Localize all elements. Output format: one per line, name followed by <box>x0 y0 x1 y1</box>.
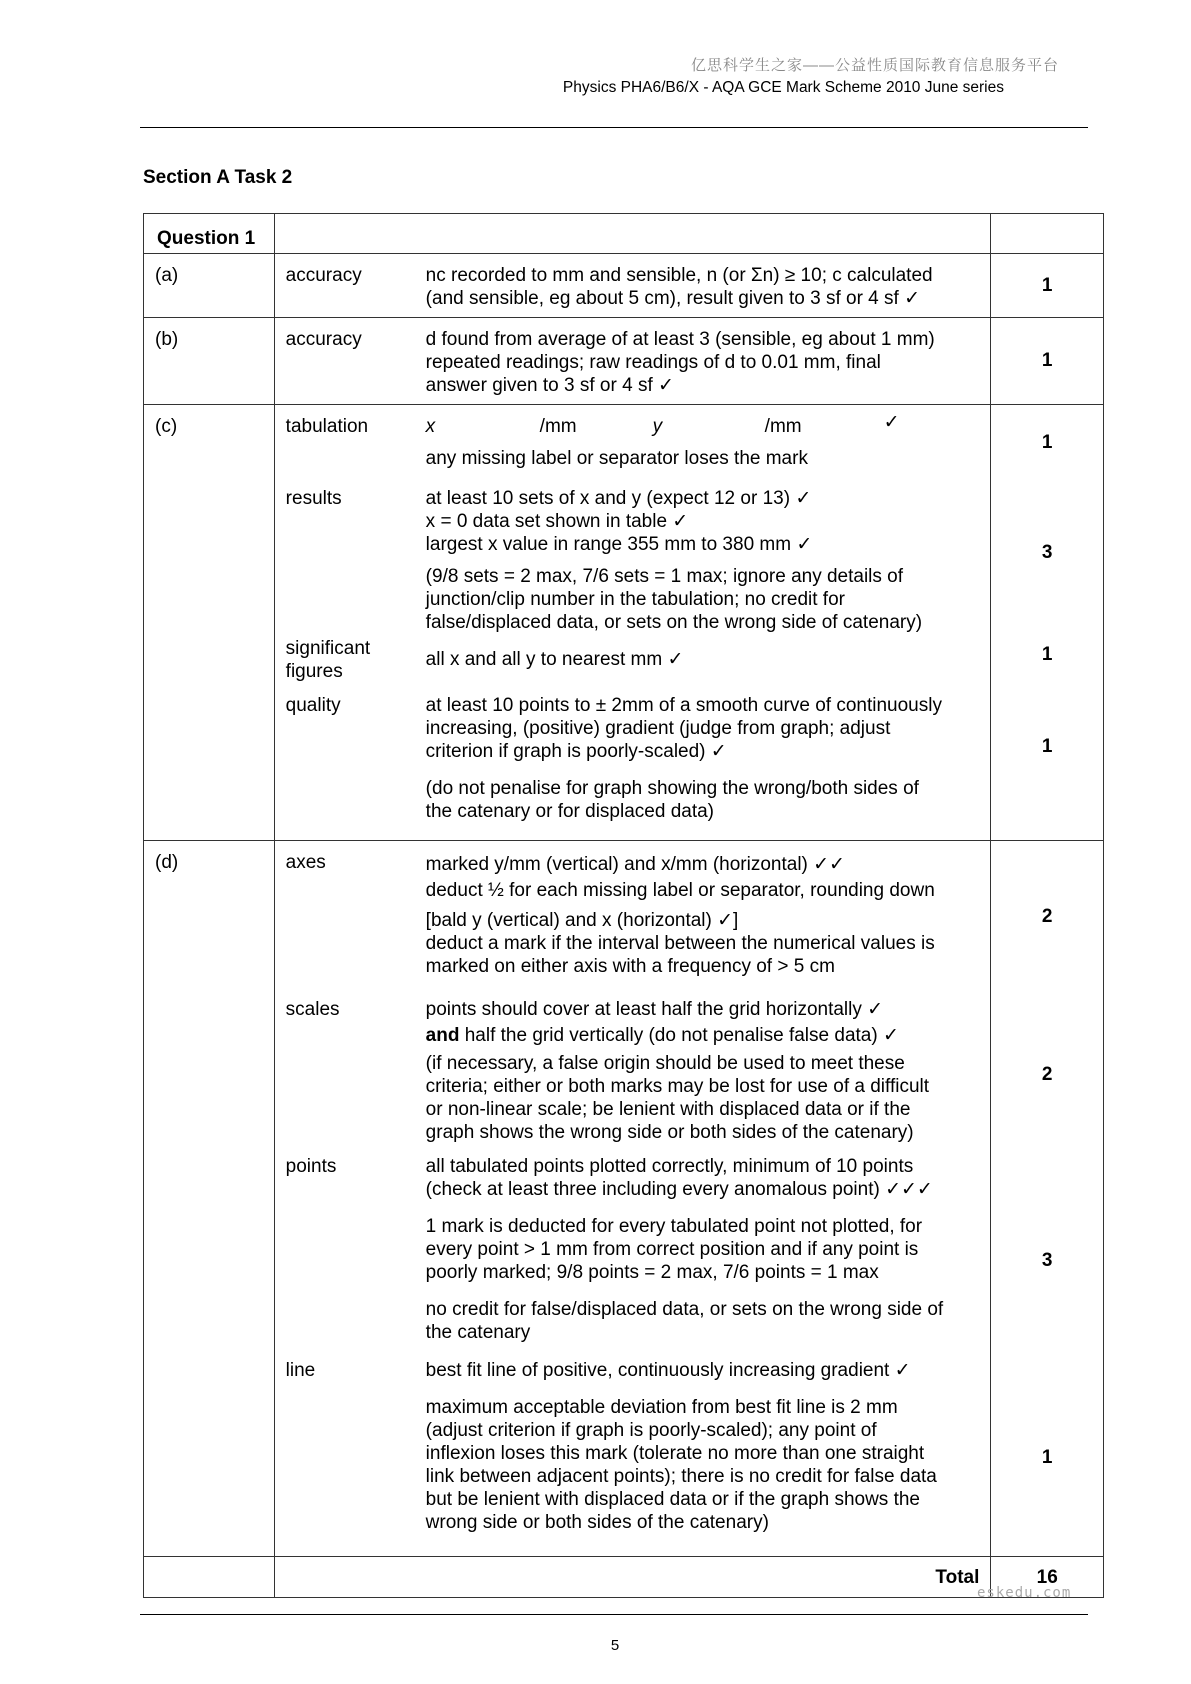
scales-criterion: points should cover at least half the grid horizontally ✓ and half the grid vertically (do not penalise false data) ✓ (if necessary, a false origin should be used to meet these criteria; either or both marks may be lost for use of a difficult or non-linear scale; be lenient with displaced data or if the graph shows the wrong side or both sides of the catenary) <box>425 999 930 1143</box>
results-criterion: at least 10 sets of x and y (expect 12 or 13) ✓ x = 0 data set shown in table ✓ largest x value in range 355 mm to 380 mm ✓ (9/8 sets = 2 max, 7/6 sets = 1 max; ignore any details of junction/clip number in the tabulation; no credit for false/displaced data, or sets on the wrong side of catenary) <box>425 488 923 633</box>
part-letter-d: (d) <box>144 841 275 1557</box>
table-header-row <box>144 214 1104 254</box>
section-title: Section A Task 2 <box>143 167 293 188</box>
mark-value: 1 <box>1041 644 1053 665</box>
criterion-label: accuracy <box>285 265 362 286</box>
total-value: 16 <box>991 1557 1104 1598</box>
criterion-label: quality <box>285 695 341 716</box>
footer-rule <box>140 1614 1088 1615</box>
significant-figures-criterion: all x and all y to nearest mm ✓ <box>425 649 684 670</box>
watermark: eskedu.com <box>977 1585 1072 1601</box>
part-letter-a: (a) <box>144 254 275 318</box>
mark-value: 1 <box>1041 432 1053 453</box>
header-document-title: Physics PHA6/B6/X - AQA GCE Mark Scheme 2010 June series <box>562 79 1004 96</box>
page-number: 5 <box>610 1637 620 1654</box>
mark-value: 1 <box>1041 1447 1053 1468</box>
criterion-label: points <box>285 1156 337 1177</box>
quality-criterion: at least 10 points to ± 2mm of a smooth curve of continuously increasing, (positive) gradient (judge from graph; adjust criterion if graph is poorly-scaled) ✓ (do not penalise for graph showing the wrong/both sides of the catenary or for displaced data) <box>425 695 942 822</box>
mark-value: 3 <box>1041 1250 1053 1271</box>
line-criterion: best fit line of positive, continuously increasing gradient ✓ maximum acceptable deviation from best fit line is 2 mm (adjust criterion if graph is poorly-scaled); any point of inflexion loses this mark (tolerate no more than one straight link between adjacent points); there is no credit for false data but be lenient with displaced data or if the graph shows the wrong side or both sides of the catenary) <box>425 1360 937 1533</box>
mark-value: 1 <box>1041 275 1053 296</box>
criterion-label: tabulation <box>285 416 369 437</box>
table-row-d <box>144 841 1104 1557</box>
total-row <box>144 1557 1104 1598</box>
criterion-label: line <box>285 1360 316 1381</box>
header-site-name: 亿思科学生之家——公益性质国际教育信息服务平台 <box>690 57 1059 74</box>
criterion-label: axes <box>285 852 326 873</box>
criterion-text: d found from average of at least 3 (sensible, eg about 1 mm) repeated readings; raw readings of d to 0.01 mm, final answer given to 3 sf or 4 sf ✓ <box>425 329 935 396</box>
mark-value: 3 <box>1041 542 1053 563</box>
part-letter-b: (b) <box>144 318 275 405</box>
criterion-label: results <box>285 488 342 509</box>
criterion-label: significant figures <box>285 638 371 682</box>
criterion-label: accuracy <box>285 329 362 350</box>
points-criterion: all tabulated points plotted correctly, minimum of 10 points (check at least three including every anomalous point) ✓✓✓ 1 mark is deducted for every tabulated point not plotted, for every point > 1 mm from correct position and if any point is poorly marked; 9/8 points = 2 max, 7/6 points = 1 max no credit for false/displaced data, or sets on the wrong side of the catenary <box>425 1156 944 1343</box>
mark-value: 1 <box>1041 350 1053 371</box>
tabulation-criterion: x /mm y /mm ✓ any missing label or separator loses the mark <box>425 412 900 469</box>
table-row-a <box>144 254 1104 318</box>
total-label: Total <box>274 1557 991 1598</box>
mark-value: 2 <box>1041 1064 1053 1085</box>
axes-criterion: marked y/mm (vertical) and x/mm (horizontal) ✓✓ deduct ½ for each missing label or separator, rounding down [bald y (vertical) and x (horizontal) ✓] deduct a mark if the interval between the numerical values is marked on either axis with a frequency of > 5 cm <box>425 854 935 977</box>
mark-value: 2 <box>1041 906 1053 927</box>
criterion-label: scales <box>285 999 340 1020</box>
criterion-text: nc recorded to mm and sensible, n (or Σn) ≥ 10; c calculated (and sensible, eg about 5 cm), result given to 3 sf or 4 sf ✓ <box>425 265 933 309</box>
question-heading: Question 1 <box>144 214 275 254</box>
table-row-b <box>144 318 1104 405</box>
part-letter-c: (c) <box>144 405 275 841</box>
header-rule <box>140 127 1088 128</box>
table-row-c <box>144 405 1104 841</box>
mark-value: 1 <box>1041 736 1053 757</box>
mark-scheme-table <box>143 213 1104 1598</box>
